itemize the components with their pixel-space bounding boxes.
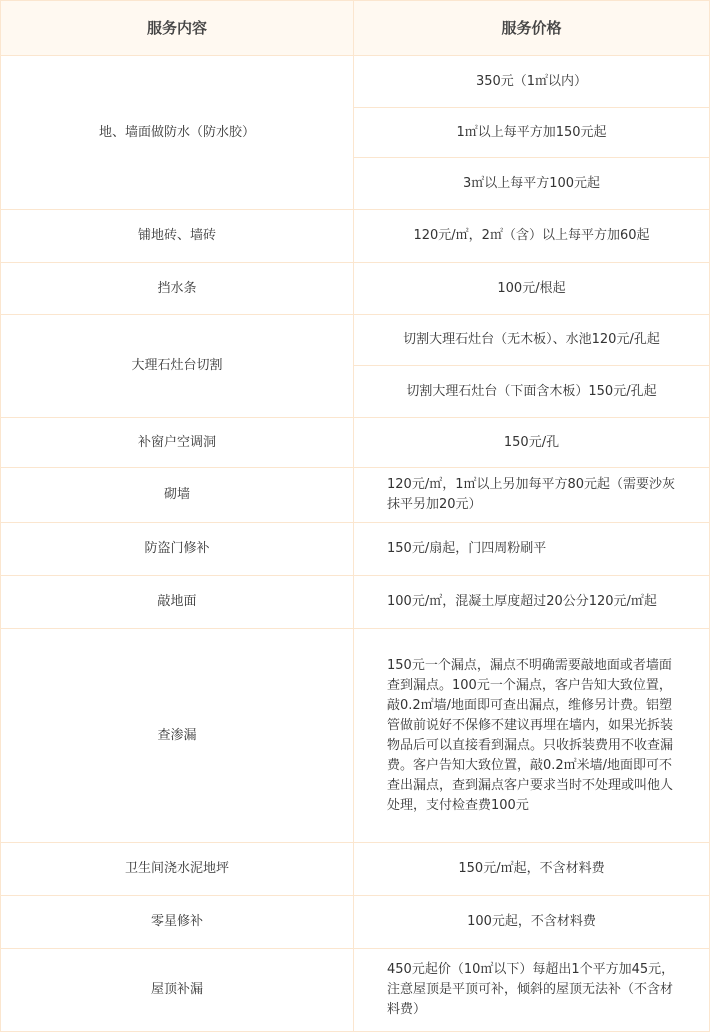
header-service-content: 服务内容 [1, 1, 354, 56]
table-row [1, 418, 710, 468]
table-row [1, 263, 710, 315]
table-row [1, 468, 710, 523]
service-name: 大理石灶台切割 [1, 315, 354, 418]
service-name: 挡水条 [1, 263, 354, 315]
table-row [1, 56, 710, 108]
service-price: 100元起，不含材料费 [354, 896, 710, 949]
table-row [1, 896, 710, 949]
service-price: 100元/㎡，混凝土厚度超过20公分120元/㎡起 [354, 576, 710, 629]
table-header-row [1, 1, 710, 56]
service-price: 120元/㎡，2㎡（含）以上每平方加60起 [354, 210, 710, 263]
service-name: 地、墙面做防水（防水胶） [1, 56, 354, 210]
service-price: 1㎡以上每平方加150元起 [354, 108, 710, 158]
table-row [1, 949, 710, 1032]
table-row [1, 576, 710, 629]
service-price: 3㎡以上每平方100元起 [354, 158, 710, 210]
service-price: 切割大理石灶台（下面含木板）150元/孔起 [354, 366, 710, 418]
service-price: 350元（1㎡以内） [354, 56, 710, 108]
service-price: 150元/孔 [354, 418, 710, 468]
table-row [1, 523, 710, 576]
table-row [1, 629, 710, 843]
service-name: 砌墙 [1, 468, 354, 523]
service-price: 100元/根起 [354, 263, 710, 315]
service-price: 150元/扇起，门四周粉刷平 [354, 523, 710, 576]
table-row [1, 843, 710, 896]
table-row [1, 315, 710, 366]
service-name: 补窗户空调洞 [1, 418, 354, 468]
service-name: 铺地砖、墙砖 [1, 210, 354, 263]
service-price: 150元一个漏点，漏点不明确需要敲地面或者墙面查到漏点。100元一个漏点，客户告知大致位置，敲0.2㎡墙/地面即可查出漏点，维修另计费。铝塑管做前说好不保修不建议再埋在墙内，如果光拆装物品后可以直接看到漏点。只收拆装费用不收查漏费。客户告知大致位置，敲0.2㎡米墙/地面即可不查出漏点，查到漏点客户要求当时不处理或叫他人处理，支付检查费100元 [354, 629, 710, 843]
service-price: 450元起价（10㎡以下）每超出1个平方加45元，注意屋顶是平顶可补，倾斜的屋顶无法补（不含材料费） [354, 949, 710, 1032]
service-name: 敲地面 [1, 576, 354, 629]
service-name: 卫生间浇水泥地坪 [1, 843, 354, 896]
service-price: 切割大理石灶台（无木板）、水池120元/孔起 [354, 315, 710, 366]
service-price: 120元/㎡，1㎡以上另加每平方80元起（需要沙灰抹平另加20元） [354, 468, 710, 523]
table-row [1, 210, 710, 263]
header-service-price: 服务价格 [354, 1, 710, 56]
service-name: 零星修补 [1, 896, 354, 949]
service-name: 查渗漏 [1, 629, 354, 843]
service-name: 屋顶补漏 [1, 949, 354, 1032]
service-name: 防盗门修补 [1, 523, 354, 576]
service-price: 150元/㎡起，不含材料费 [354, 843, 710, 896]
